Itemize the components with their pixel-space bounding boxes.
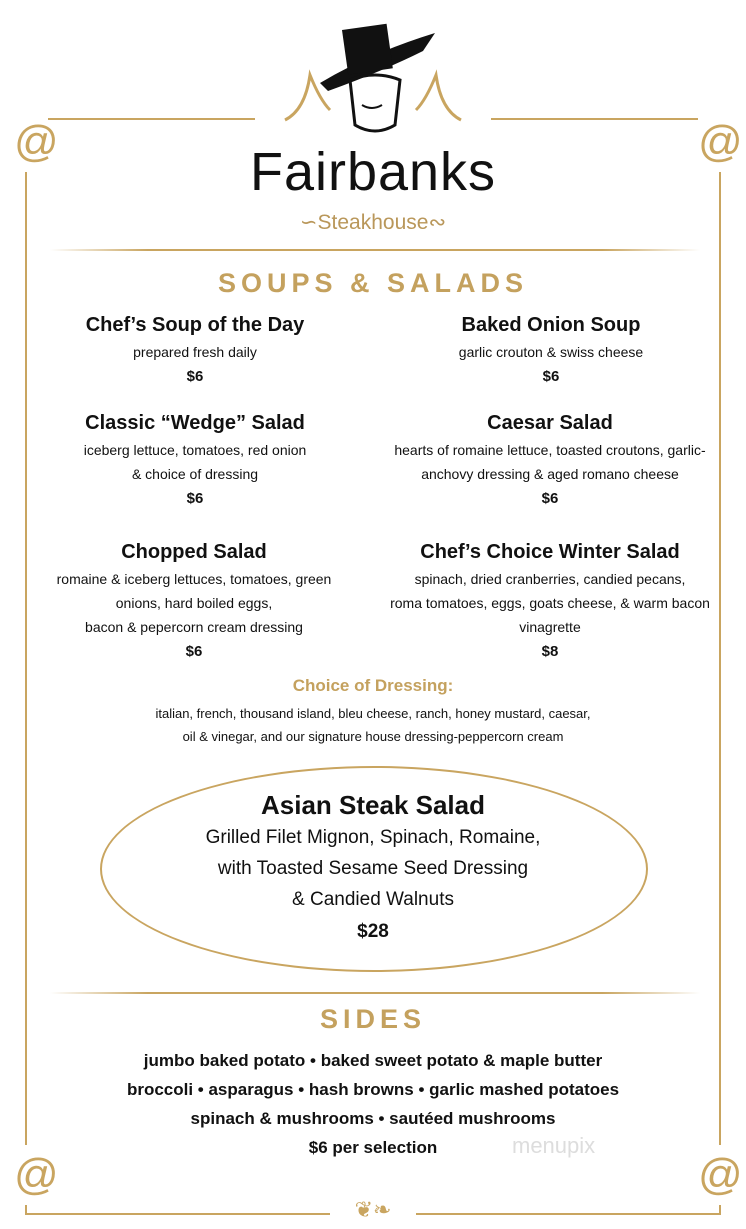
watermark: menupix: [512, 1133, 596, 1158]
brand-subtitle-row: [0, 210, 746, 235]
item-name: Chef’s Choice Winter Salad: [420, 541, 680, 563]
sides-line: spinach & mushrooms • sautéed mushrooms: [190, 1109, 556, 1128]
brand-subtitle: Steakhouse: [317, 211, 429, 234]
menu-item: [360, 539, 740, 664]
corner-scroll-icon: @: [698, 112, 732, 172]
item-price: $6: [186, 368, 204, 385]
divider: [50, 992, 700, 994]
menu-item: [15, 410, 375, 511]
featured-desc: & Candied Walnuts: [292, 889, 454, 910]
item-desc: vinagrette: [519, 619, 581, 635]
item-desc: anchovy dressing & aged romano cheese: [421, 466, 679, 482]
corner-scroll-icon: @: [698, 1145, 732, 1205]
item-price: $6: [542, 368, 560, 385]
section-title-soups-salads: SOUPS & SALADS: [217, 268, 529, 298]
chef-portrait-logo: [265, 15, 481, 140]
section-title-sides: SIDES: [319, 1004, 427, 1034]
item-desc: romaine & iceberg lettuces, tomatoes, green: [56, 571, 332, 587]
flourish-icon: ∽: [299, 211, 318, 234]
sides-list: [0, 1046, 746, 1162]
menu-item: [371, 312, 731, 389]
divider: [50, 249, 700, 251]
featured-desc: Grilled Filet Mignon, Spinach, Romaine,: [205, 827, 541, 848]
sides-line: broccoli • asparagus • hash browns • garlic mashed potatoes: [126, 1080, 620, 1099]
item-price: $6: [185, 643, 203, 660]
item-desc: prepared fresh daily: [133, 344, 257, 360]
menu-item: [15, 312, 375, 389]
sides-price: $6 per selection: [308, 1138, 438, 1157]
item-desc: hearts of romaine lettuce, toasted croutons, garlic-: [394, 442, 706, 458]
dressing-title: Choice of Dressing:: [292, 676, 454, 695]
item-price: $8: [541, 643, 559, 660]
bottom-flourish-icon: ❦❧: [330, 1198, 416, 1222]
item-desc: bacon & pepercorn cream dressing: [85, 619, 303, 635]
featured-name: Asian Steak Salad: [261, 790, 485, 820]
dressing-list: [0, 702, 746, 748]
featured-item: [0, 788, 746, 949]
item-desc: iceberg lettuce, tomatoes, red onion: [83, 442, 307, 458]
item-name: Caesar Salad: [487, 412, 613, 434]
menu-item: [360, 410, 740, 511]
corner-scroll-icon: @: [14, 112, 48, 172]
corner-scroll-icon: @: [14, 1145, 48, 1205]
item-name: Baked Onion Soup: [461, 314, 641, 336]
flourish-icon: ∾: [428, 211, 447, 234]
item-name: Chef’s Soup of the Day: [85, 314, 305, 336]
item-price: $6: [541, 490, 559, 507]
item-desc: roma tomatoes, eggs, goats cheese, & warm bacon: [390, 595, 710, 611]
dressing-line: oil & vinegar, and our signature house dressing-peppercorn cream: [182, 729, 564, 744]
item-desc: garlic crouton & swiss cheese: [458, 344, 644, 360]
menu-item: [14, 539, 374, 664]
featured-desc: with Toasted Sesame Seed Dressing: [217, 858, 529, 879]
brand-name: Fairbanks: [249, 142, 497, 202]
item-desc: & choice of dressing: [131, 466, 259, 482]
item-name: Classic “Wedge” Salad: [85, 412, 305, 434]
featured-price: $28: [357, 921, 389, 942]
dressing-line: italian, french, thousand island, bleu cheese, ranch, honey mustard, caesar,: [155, 706, 591, 721]
sides-line: jumbo baked potato • baked sweet potato & maple butter: [143, 1051, 603, 1070]
item-price: $6: [186, 490, 204, 507]
item-name: Chopped Salad: [121, 541, 267, 563]
item-desc: onions, hard boiled eggs,: [115, 595, 273, 611]
item-desc: spinach, dried cranberries, candied pecans,: [414, 571, 686, 587]
